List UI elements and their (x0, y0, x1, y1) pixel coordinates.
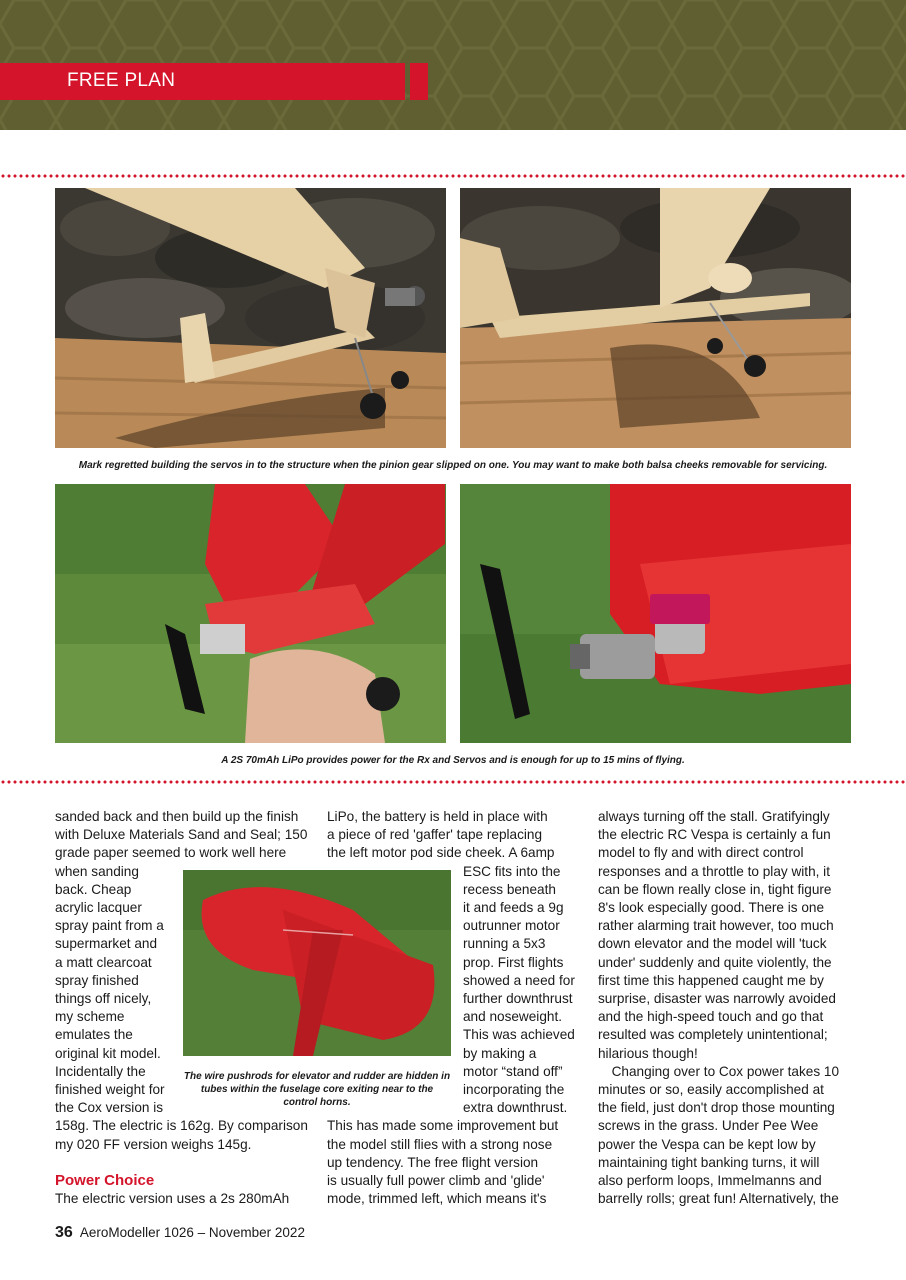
text-line: by making a (463, 1045, 537, 1061)
dotted-divider (0, 780, 906, 784)
article-col1-bottom (55, 1117, 320, 1153)
text-line: back. Cheap (55, 881, 132, 897)
section-banner (0, 63, 405, 100)
text-line: supermarket and (55, 936, 158, 952)
text-line: barrelly rolls; great fun! Alternatively, the (598, 1191, 839, 1207)
text-line: resulted was completely unintentional; (598, 1027, 828, 1043)
text-line: outrunner motor (463, 918, 560, 934)
article-col1-after-heading (55, 1190, 320, 1208)
text-line: when sanding (55, 863, 139, 879)
text-line: This has made some improvement but (327, 1118, 559, 1134)
text-line: first time this happened caught me by (598, 972, 824, 988)
text-line: power the Vespa can be kept low by (598, 1136, 816, 1152)
text-line: with Deluxe Materials Sand and Seal; 150 (55, 827, 308, 843)
text-line: emulates the (55, 1027, 133, 1043)
text-line: can be flown really close in, tight figure (598, 881, 832, 897)
text-line: ESC fits into the (463, 863, 561, 879)
caption-inset-photo: The wire pushrods for elevator and rudder are hidden in tubes within the fuselage core exiting near to the control horns. (183, 1071, 451, 1108)
text-line: my 020 FF version weighs 145g. (55, 1136, 252, 1152)
text-line: is usually full power climb and 'glide' (327, 1173, 545, 1188)
page-number: 36 (55, 1224, 73, 1241)
text-line: Changing over to Cox power takes 10 (598, 1063, 840, 1079)
text-line: LiPo, the battery is held in place with (327, 809, 548, 824)
text-line: incorporating the (463, 1082, 565, 1098)
text-line: original kit model. (55, 1045, 161, 1061)
banner-tab (410, 63, 428, 100)
text-line: acrylic lacquer (55, 900, 142, 915)
text-line: surprise, disaster was narrowly avoided (598, 991, 836, 1007)
text-line: my scheme (55, 1009, 125, 1025)
text-line: also perform loops, Immelmanns and (598, 1173, 822, 1189)
text-line: down elevator and the model will 'tuck (598, 936, 827, 952)
text-line: finished weight for (55, 1082, 165, 1098)
text-line: maintaining tight banking turns, it will (598, 1154, 820, 1170)
article-col2-top (327, 808, 587, 863)
caption-top-photos: Mark regretted building the servos in to the structure when the pinion gear slipped on one. You may want to make both balsa cheeks removable for servicing. (78, 460, 828, 471)
caption-bottom-photos: A 2S 70mAh LiPo provides power for the Rx and Servos and is enough for up to 15 mins of flying. (221, 755, 685, 766)
text-line: the left motor pod side cheek. A 6amp (327, 845, 555, 861)
text-line: a piece of red 'gaffer' tape replacing (327, 827, 543, 843)
text-line: showed a need for (463, 972, 575, 988)
text-line: and noseweight. (463, 1009, 563, 1025)
text-line: and the high-speed touch and go that (598, 1009, 824, 1025)
text-line: screws in the grass. Under Pee Wee (598, 1118, 819, 1134)
text-line: recess beneath (463, 881, 556, 897)
text-line: prop. First flights (463, 954, 564, 970)
page-footer (55, 1224, 305, 1242)
text-line: The electric version uses a 2s 280mAh (55, 1191, 290, 1206)
photo-red-model-left (55, 484, 446, 743)
text-line: further downthrust (463, 991, 573, 1007)
article-col2-wrap (463, 863, 588, 1118)
article-col2-bottom (327, 1117, 587, 1208)
text-line: rather alarming trait however, too much (598, 918, 834, 934)
text-line: hilarious though! (598, 1045, 698, 1061)
text-line: 158g. The electric is 162g. By comparison (55, 1118, 308, 1134)
article-col3 (598, 808, 858, 1208)
photo-tail-inset (183, 870, 451, 1056)
text-line: minutes or so, easily accomplished at (598, 1082, 824, 1098)
text-line: Incidentally the (55, 1063, 146, 1079)
text-line: the Cox version is (55, 1100, 164, 1116)
publication-info: AeroModeller 1026 – November 2022 (79, 1225, 305, 1240)
text-line: under' suddenly and quite violently, the (598, 954, 832, 970)
text-line: running a 5x3 (463, 936, 546, 952)
article-col1-wrap (55, 863, 180, 1118)
text-line: motor “stand off” (463, 1063, 563, 1079)
article-col1-top (55, 808, 315, 863)
text-line: the field, just don't drop those mounting (598, 1100, 835, 1116)
text-line: sanded back and then build up the finish (55, 809, 299, 824)
text-line: spray paint from a (55, 918, 164, 934)
photo-balsa-model-right (460, 188, 851, 448)
text-line: responses and a throttle to play with, it (598, 863, 830, 879)
text-line: things off nicely, (55, 991, 152, 1007)
text-line: 8's look especially good. There is one (598, 900, 825, 916)
text-line: mode, trimmed left, which means it's (327, 1191, 547, 1207)
text-line: This was achieved (463, 1027, 575, 1043)
text-line: always turning off the stall. Gratifyingly (598, 809, 830, 824)
text-line: the model still flies with a strong nose (327, 1136, 553, 1152)
text-line: it and feeds a 9g (463, 900, 564, 915)
text-line: the electric RC Vespa is certainly a fun (598, 827, 831, 843)
text-line: a matt clearcoat (55, 954, 152, 970)
photo-red-model-right (460, 484, 851, 743)
section-heading: Power Choice (55, 1172, 155, 1189)
text-line: up tendency. The free flight version (327, 1154, 539, 1170)
text-line: model to fly and with direct control (598, 845, 804, 861)
text-line: spray finished (55, 972, 139, 988)
photo-balsa-model-left (55, 188, 446, 448)
section-label: FREE PLAN (67, 70, 176, 91)
text-line: extra downthrust. (463, 1100, 568, 1116)
text-line: grade paper seemed to work well here (55, 845, 287, 861)
dotted-divider (0, 174, 906, 178)
